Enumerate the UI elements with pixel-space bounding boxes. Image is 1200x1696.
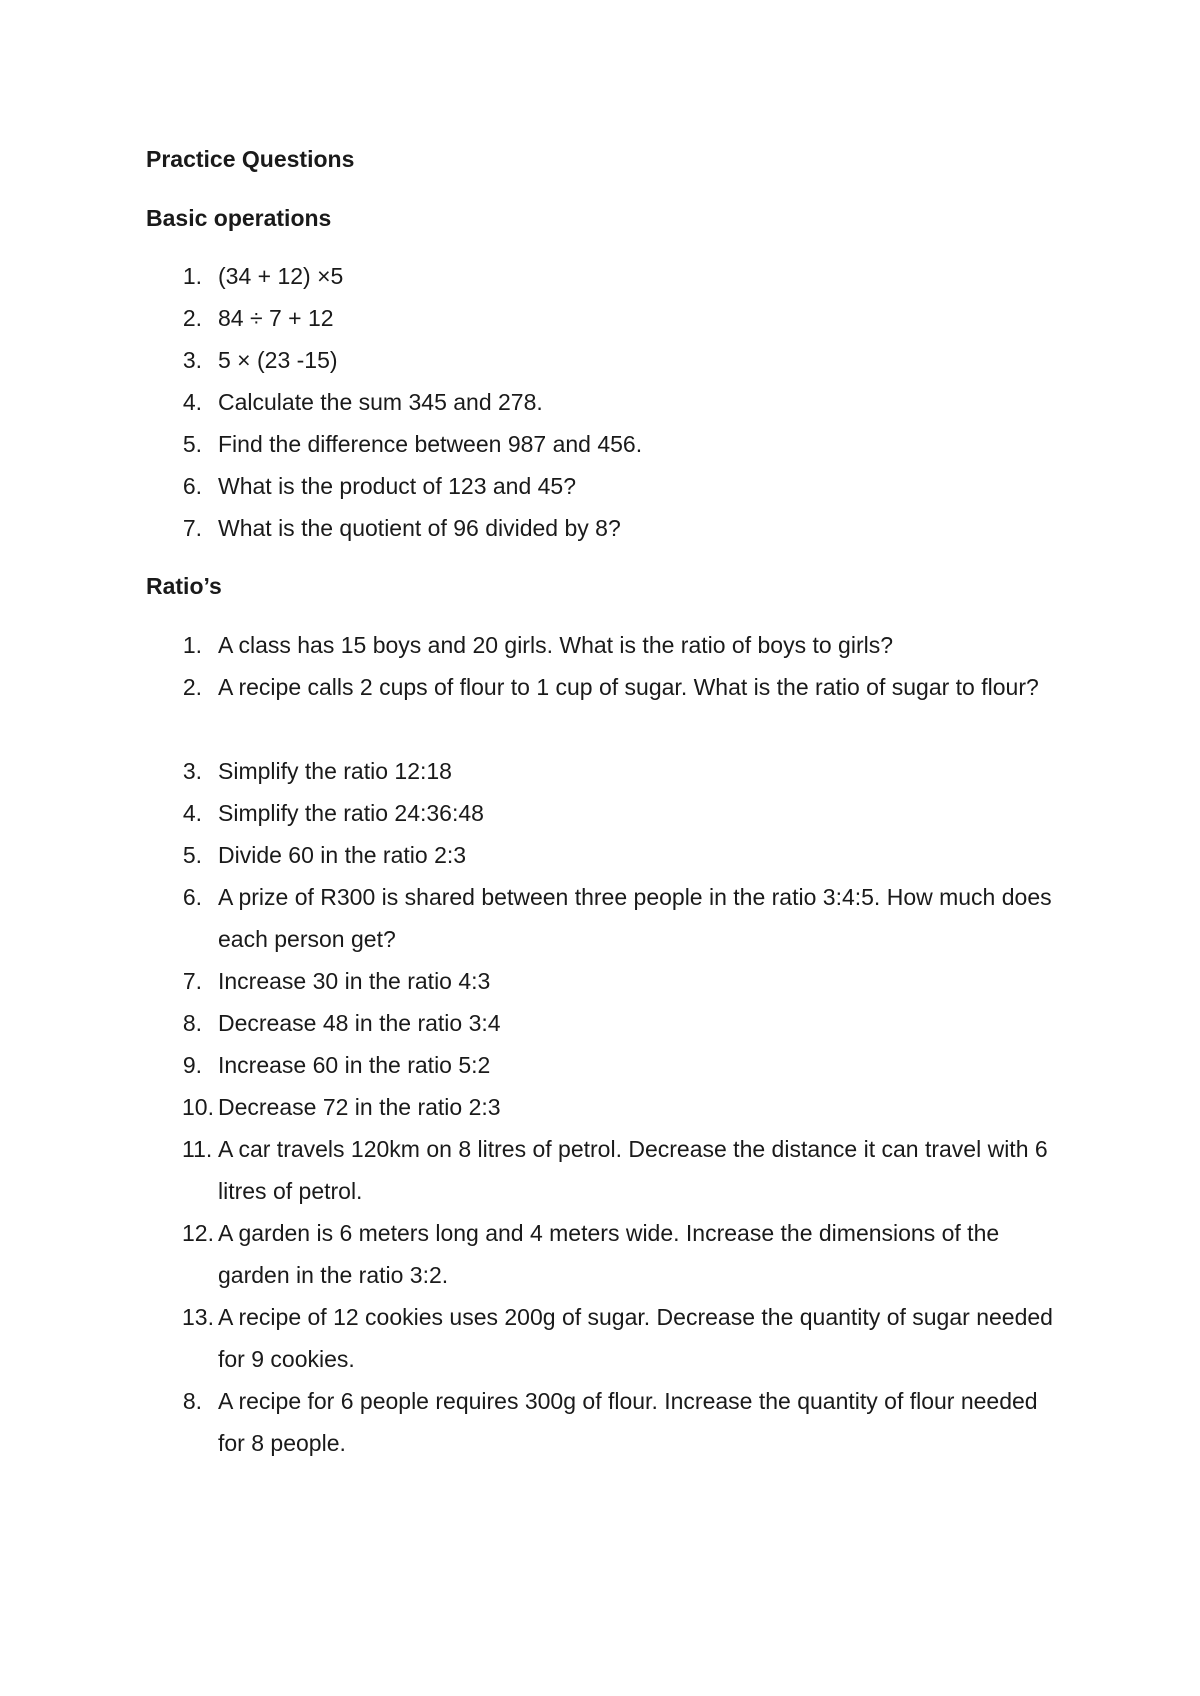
section-heading-basic-operations: Basic operations	[146, 205, 332, 231]
list-item-number: 3.	[182, 347, 202, 373]
list-item-number: 1.	[182, 632, 202, 658]
basic-operations-list	[0, 255, 1200, 549]
list-item	[0, 876, 1200, 960]
list-item-number: 13.	[182, 1304, 214, 1330]
list-item	[0, 381, 1200, 423]
list-item	[0, 1212, 1200, 1296]
list-item-number: 10.	[182, 1094, 214, 1120]
list-item-text: What is the quotient of 96 divided by 8?	[218, 515, 621, 541]
list-item-number: 1.	[182, 263, 202, 289]
list-item-text: A class has 15 boys and 20 girls. What is the ratio of boys to girls?	[218, 632, 894, 658]
list-item	[0, 750, 1200, 792]
list-item-text: What is the product of 123 and 45?	[218, 473, 577, 499]
list-item-text: A recipe for 6 people requires 300g of flour. Increase the quantity of flour needed for 8 people.	[218, 1388, 1038, 1456]
list-item	[0, 834, 1200, 876]
list-item-text: A car travels 120km on 8 litres of petrol. Decrease the distance it can travel with 6 litres of petrol.	[218, 1136, 1048, 1204]
list-item-text: (34 + 12) ×5	[218, 263, 344, 289]
list-item	[0, 1296, 1200, 1380]
list-item-number: 6.	[182, 473, 202, 499]
list-item-number: 9.	[182, 1052, 202, 1078]
list-item-text: Increase 30 in the ratio 4:3	[218, 968, 491, 994]
ratios-list	[0, 624, 1200, 1464]
list-item-number: 11.	[182, 1136, 213, 1162]
list-item-number: 6.	[182, 884, 202, 910]
list-item-number: 4.	[182, 800, 202, 826]
list-item-number: 8.	[182, 1010, 202, 1036]
list-item	[0, 1128, 1200, 1212]
page-title: Practice Questions	[146, 146, 355, 172]
list-item-text: Increase 60 in the ratio 5:2	[218, 1052, 491, 1078]
list-item-text: Simplify the ratio 12:18	[218, 758, 452, 784]
list-item	[0, 624, 1200, 666]
list-item	[0, 960, 1200, 1002]
list-item-text: Simplify the ratio 24:36:48	[218, 800, 484, 826]
section-heading-ratios: Ratio’s	[146, 573, 222, 599]
list-item-text: Decrease 48 in the ratio 3:4	[218, 1010, 501, 1036]
list-item	[0, 1086, 1200, 1128]
list-item-text: A garden is 6 meters long and 4 meters wide. Increase the dimensions of the garden in the ratio 3:2.	[218, 1220, 1000, 1288]
list-item-number: 7.	[182, 515, 202, 541]
list-item	[0, 255, 1200, 297]
list-item	[0, 792, 1200, 834]
list-item-text: Find the difference between 987 and 456.	[218, 431, 643, 457]
list-item	[0, 1002, 1200, 1044]
list-item-number: 12.	[182, 1220, 214, 1246]
list-item	[0, 666, 1200, 750]
list-item-number: 7.	[182, 968, 202, 994]
list-item	[0, 339, 1200, 381]
list-item-number: 4.	[182, 389, 202, 415]
list-item-number: 3.	[182, 758, 202, 784]
list-item-text: 84 ÷ 7 + 12	[218, 305, 334, 331]
list-item	[0, 423, 1200, 465]
list-item-number: 2.	[182, 305, 202, 331]
list-item-text: Calculate the sum 345 and 278.	[218, 389, 543, 415]
list-item	[0, 1380, 1200, 1464]
list-item	[0, 507, 1200, 549]
list-item	[0, 1044, 1200, 1086]
list-item-text: Decrease 72 in the ratio 2:3	[218, 1094, 501, 1120]
list-item-number: 2.	[182, 674, 202, 700]
list-item-number: 5.	[182, 431, 202, 457]
list-item-text: A prize of R300 is shared between three people in the ratio 3:4:5. How much does each person get?	[218, 884, 1052, 952]
list-item-number: 5.	[182, 842, 202, 868]
list-item-text: A recipe calls 2 cups of flour to 1 cup of sugar. What is the ratio of sugar to flour?	[218, 674, 1039, 700]
list-item	[0, 297, 1200, 339]
list-item-text: 5 × (23 -15)	[218, 347, 338, 373]
list-item-number: 8.	[182, 1388, 202, 1414]
list-item-text: Divide 60 in the ratio 2:3	[218, 842, 467, 868]
list-item-text: A recipe of 12 cookies uses 200g of sugar. Decrease the quantity of sugar needed for 9 cookies.	[218, 1304, 1053, 1372]
list-item	[0, 465, 1200, 507]
